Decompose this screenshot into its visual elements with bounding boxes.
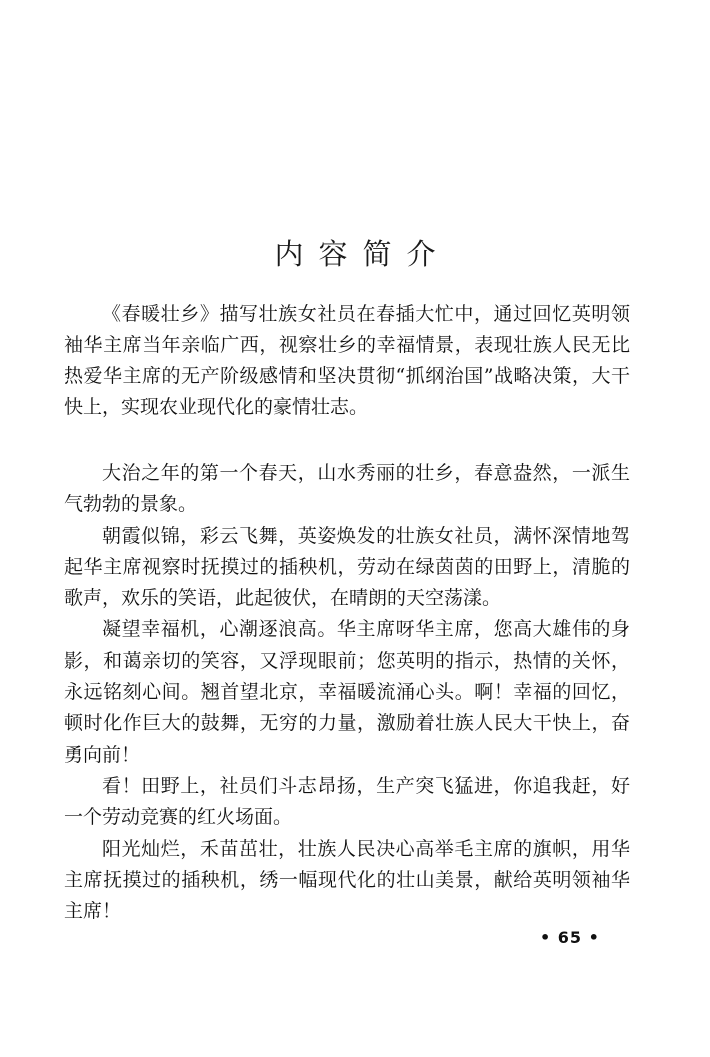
body-paragraph-1: 大治之年的第一个春天，山水秀丽的壮乡，春意盎然，一派生气勃勃的景象。	[64, 462, 630, 516]
page-title: 内容简介	[274, 237, 451, 271]
body-text	[64, 458, 630, 927]
body-paragraph-5: 阳光灿烂，禾苗茁壮，壮族人民决心高举毛主席的旗帜，用华主席抚摸过的插秧机，绣一幅现代化的壮山美景，献给英明领袖华主席！	[64, 837, 630, 923]
page-number: • 65 •	[540, 928, 600, 947]
summary-paragraph: 《春暖壮乡》描写壮族女社员在春插大忙中，通过回忆英明领袖华主席当年亲临广西，视察壮乡的幸福情景，表现壮族人民无比热爱华主席的无产阶级感情和坚决贯彻“抓纲治国”战略决策，大干快上，实现农业现代化的豪情壮志。	[64, 303, 630, 418]
body-paragraph-4: 看！田野上，社员们斗志昂扬，生产突飞猛进，你追我赶，好一个劳动竞赛的红火场面。	[64, 774, 630, 829]
summary-block	[64, 299, 630, 423]
body-paragraph-2: 朝霞似锦，彩云飞舞，英姿焕发的壮族女社员，满怀深情地驾起华主席视察时抚摸过的插秧机，劳动在绿茵茵的田野上，清脆的歌声，欢乐的笑语，此起彼伏，在晴朗的天空荡漾。	[64, 524, 630, 610]
body-paragraph-3: 凝望幸福机，心潮逐浪高。华主席呀华主席，您高大雄伟的身影，和蔼亲切的笑容，又浮现眼前；您英明的指示，热情的关怀，永远铭刻心间。翘首望北京，幸福暖流涌心头。啊！幸福的回忆，顿时化作巨大的鼓舞，无穷的力量，激励着壮族人民大干快上，奋勇向前！	[64, 618, 630, 766]
